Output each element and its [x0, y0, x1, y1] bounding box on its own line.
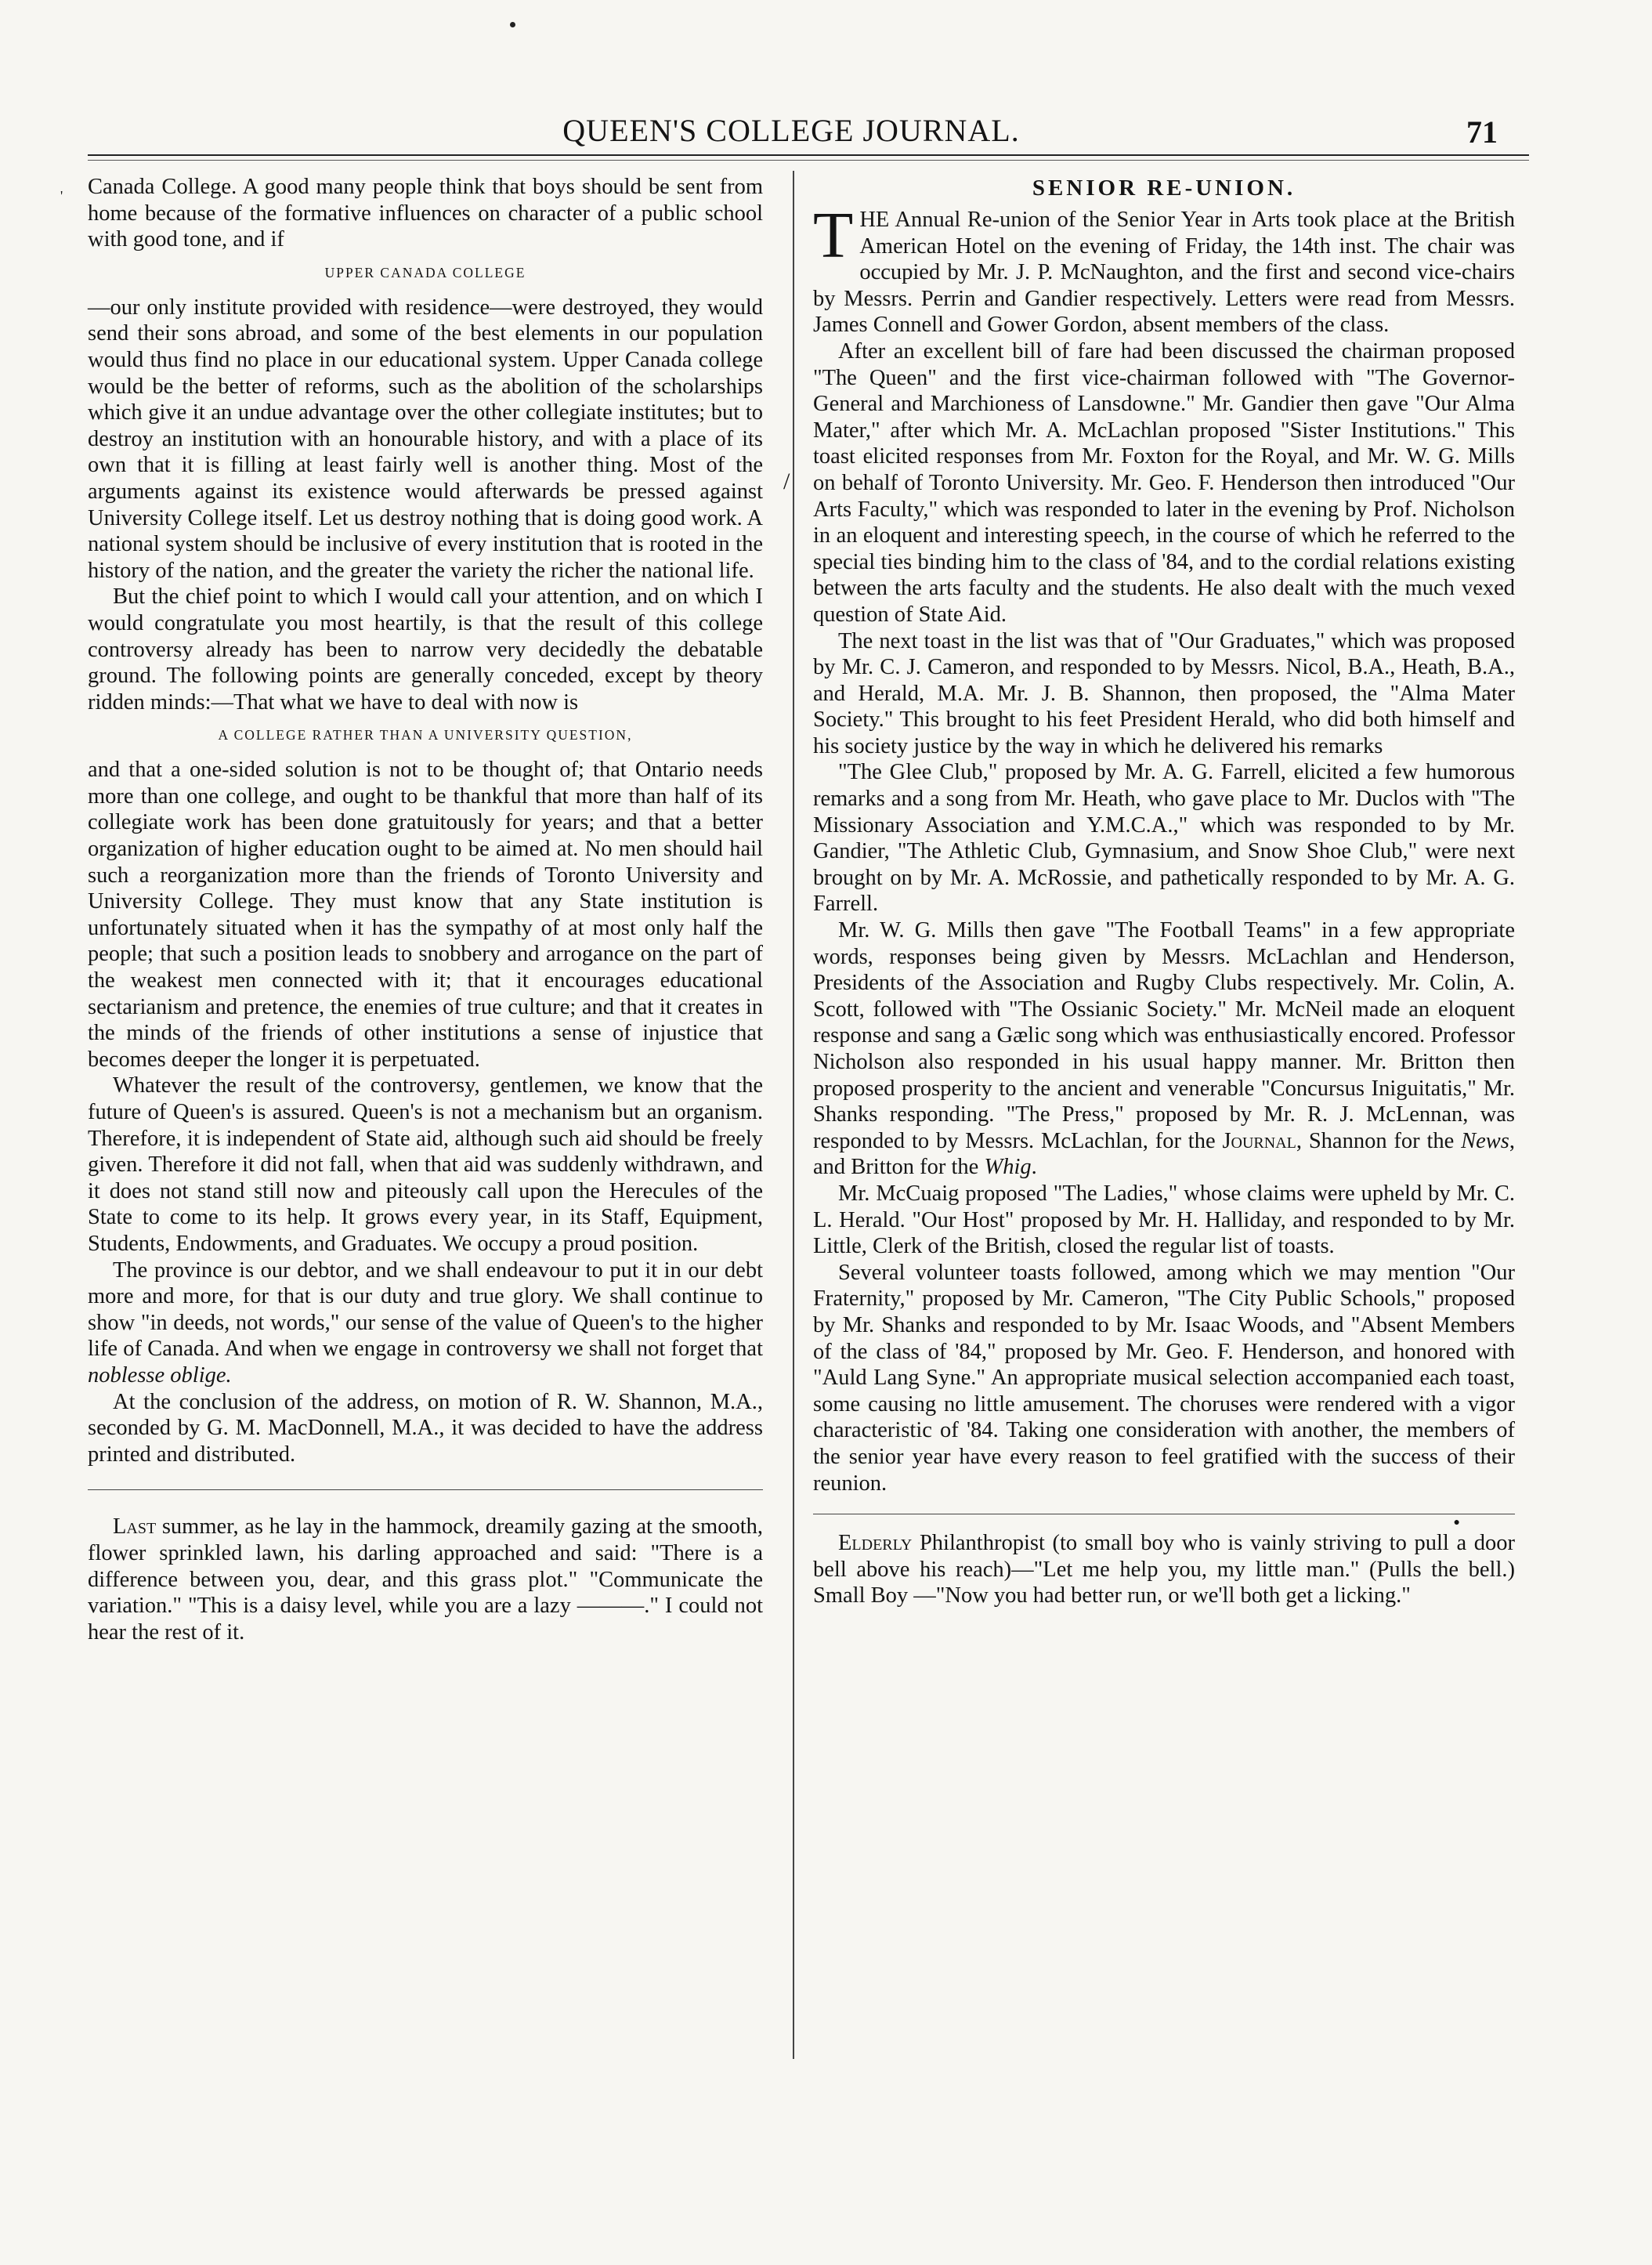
subheading: UPPER CANADA COLLEGE: [324, 264, 526, 280]
anecdote-text: summer, as he lay in the hammock, dreamily gazing at the smooth, flower sprinkled lawn, his darling approached and said: "There is a difference between you, dear, and this grass plot." "Communicate the variation." "This is a daisy level, while you are a lazy ———." I could not hear the rest of it.: [88, 1514, 763, 1644]
paragraph: [813, 917, 1515, 1181]
margin-mark: /: [783, 469, 790, 494]
paragraph-text: , and Britton for the: [813, 1128, 1515, 1180]
publication-name: Whig: [984, 1155, 1032, 1180]
paragraph: and that a one-sided solution is not to be thought of; that Ontario needs more than one college, and ought to be thankful that more than half of its collegiate work has been done gratuitously for years; and that a better organization of higher education ought to be aimed at. No men should hail such a reorganization more than the friends of Toronto University and University College. They must know that any State institution is unfortunately situated when it has the sympathy of at most only half the people; that such a position leads to snobbery and arrogance on the part of the weakest men connected with it; that it encourages educational sectarianism and pretence, the enemies of true culture; and that it creates in the minds of the friends of other institutions a sense of injustice that becomes deeper the longer it is perpetuated.: [88, 758, 763, 1072]
paragraph: —our only institute provided with residence—were destroyed, they would send their sons abroad, and some of the best elements in our population would thus find no place in our educational system. Upper Canada college would be the better of reforms, such as the abolition of the scholarships which give it an undue advantage over the other collegiate institutes; but to destroy an institution with an honourable history, and with a place of its own that it is filling at least fairly well is another thing. Most of the arguments against its existence would afterwards be pressed against University College itself. Let us destroy nothing that is doing good work. A national system should be inclusive of every institution that is rooted in the history of the nation, and the greater the variety the richer the national life.: [88, 295, 763, 583]
paragraph: Whatever the result of the controversy, gentlemen, we know that the future of Queen's is assured. Queen's is not a mechanism but an organism. Therefore, it is independent of State aid, although such aid should be freely given. Therefore it did not fall, when that aid was suddenly withdrawn, and it does not stand still now and piteously call upon the Herecules of the State to come to its help. It grows every year, in its Staff, Equipment, Students, Endowments, and Graduates. We occupy a proud position.: [88, 1073, 763, 1256]
paragraph: At the conclusion of the address, on motion of R. W. Shannon, M.A., seconded by G. M. MacDonnell, M.A., it was decided to have the address printed and distributed.: [88, 1389, 763, 1467]
paragraph: Canada College. A good many people think that boys should be sent from home because of the formative influences on character of a public school with good tone, and if: [88, 175, 763, 252]
paragraph-text: The province is our debtor, and we shall endeavour to put it in our debt more and more, for that is our duty and true glory. We shall continue to show "in deeds, not words," our sense of the value of Queen's to the higher life of Canada. And when we engage in controversy we shall not forget that: [88, 1257, 763, 1362]
paragraph-text: , Shannon for the: [1296, 1128, 1462, 1153]
left-column: [88, 174, 763, 1645]
paragraph: After an excellent bill of fare had been discussed the chairman proposed "The Queen" and the first vice-chairman followed with "The Governor-General and Marchioness of Lansdowne." Mr. Gandier then gave "Our Alma Mater," after which Mr. A. McLachlan proposed "Sister Institutions." This toast elicited responses from Mr. Foxton for the Royal, and Mr. W. G. Mills on behalf of Toronto University. Mr. Geo. F. Henderson then introduced "Our Arts Faculty," which was responded to later in the evening by Prof. Nicholson in an eloquent and interesting speech, in the course of which he referred to the special ties binding him to the class of '84, and to the cordial relations existing between the arts faculty and the students. He also dealt with the much vexed question of State Aid.: [813, 338, 1515, 627]
paragraph: But the chief point to which I would call your attention, and on which I would congratulate you most heartily, is that the result of this college controversy already has been to narrow very decidedly the debatable ground. The following points are generally conceded, except by theory ridden minds:—That what we have to deal with now is: [88, 584, 763, 715]
page-number: 71: [1466, 114, 1498, 150]
anecdote-lead: Last: [113, 1514, 157, 1540]
paragraph-text: Mr. W. G. Mills then gave "The Football Teams" in a few appropriate words, responses being given by Messrs. McLachlan and Henderson, Presidents of the Association and Rugby Clubs respectively. Mr. Colin, A. Scott, followed with "The Ossianic Society." Mr. McNeil made an eloquent response and sang a Gælic song which was enthusiastically encored. Professor Nicholson also responded in his usual happy manner. Mr. Britton then proposed prosperity to the ancient and venerable "Concursus Iniguitatis," Mr. Shanks responding. "The Press," proposed by Mr. R. J. McLennan, was responded to by Messrs. McLachlan, for the: [813, 918, 1515, 1153]
section-title: SENIOR RE-UNION.: [1032, 175, 1296, 201]
publication-name: Journal: [1222, 1128, 1296, 1153]
journal-title: QUEEN'S COLLEGE JOURNAL.: [562, 113, 1020, 148]
paragraph: "The Glee Club," proposed by Mr. A. G. Farrell, elicited a few humorous remarks and a song from Mr. Heath, who gave place to Mr. Duclos with "The Missionary Association and Y.M.C.A.," which was responded to by Mr. Gandier, "The Athletic Club, Gymnasium, and Snow Shoe Club," were next brought on by Mr. A. McRossie, and pathetically responded to by Mr. A. G. Farrell.: [813, 760, 1515, 917]
italic-phrase: noblesse oblige.: [88, 1362, 232, 1388]
margin-mark: ': [60, 188, 63, 204]
section-separator: [88, 1489, 763, 1490]
paragraph: [88, 1257, 763, 1389]
anecdote: [88, 1514, 763, 1645]
header-rule-thin: [88, 160, 1529, 161]
subheading: A COLLEGE RATHER THAN A UNIVERSITY QUESTION,: [218, 727, 633, 744]
paragraph: [813, 199, 1515, 338]
paragraph: Several volunteer toasts followed, among which we may mention "Our Fraternity," proposed by Mr. Cameron, "The City Public Schools," proposed by Mr. Shanks and responded to by Mr. Isaac Woods, and "Absent Members of the class of '84," proposed by Mr. Geo. F. Henderson, and honored with "Auld Lang Syne." An appropriate musical selection accompanied each toast, some causing no little amusement. The choruses were rendered with a vigor characteristic of '84. Taking one consideration with another, the members of the senior year have every reason to feel gratified with the success of their reunion.: [813, 1260, 1515, 1496]
drop-cap: T: [813, 199, 854, 272]
anecdote-lead: Elderly: [838, 1531, 913, 1556]
right-column: [813, 174, 1515, 1609]
ink-dot: [510, 22, 515, 27]
separator-bullet: ●: [1453, 1517, 1460, 1529]
running-head: [0, 112, 1652, 159]
paragraph-text: HE Annual Re-union of the Senior Year in Arts took place at the British American Hotel on the evening of Friday, the 14th inst. The chair was occupied by Mr. J. P. McNaughton, and the first and second vice-chairs by Messrs. Perrin and Gandier respectively. Letters were read from Messrs. James Connell and Gower Gordon, absent members of the class.: [813, 208, 1515, 338]
anecdote: [813, 1530, 1515, 1609]
publication-name: News: [1461, 1128, 1509, 1153]
paragraph-text: .: [1031, 1155, 1037, 1180]
anecdote-text: Philanthropist (to small boy who is vainly striving to pull a door bell above his reach)—"Let me help you, my little man." (Pulls the bell.) Small Boy —"Now you had better run, or we'll both get a licking.": [813, 1531, 1515, 1608]
column-divider: [793, 171, 794, 2059]
paragraph: Mr. McCuaig proposed "The Ladies," whose claims were upheld by Mr. C. L. Herald. "Our Host" proposed by Mr. H. Halliday, and responded to by Mr. Little, Clerk of the British, closed the regular list of toasts.: [813, 1181, 1515, 1259]
header-rule: [88, 154, 1529, 156]
paragraph: The next toast in the list was that of "Our Graduates," which was proposed by Mr. C. J. Cameron, and responded to by Messrs. Nicol, B.A., Heath, B.A., and Herald, M.A. Mr. J. B. Shannon, then proposed, the "Alma Mater Society." This brought to his feet President Herald, who did both himself and his society justice by the way in which he delivered his remarks: [813, 628, 1515, 758]
